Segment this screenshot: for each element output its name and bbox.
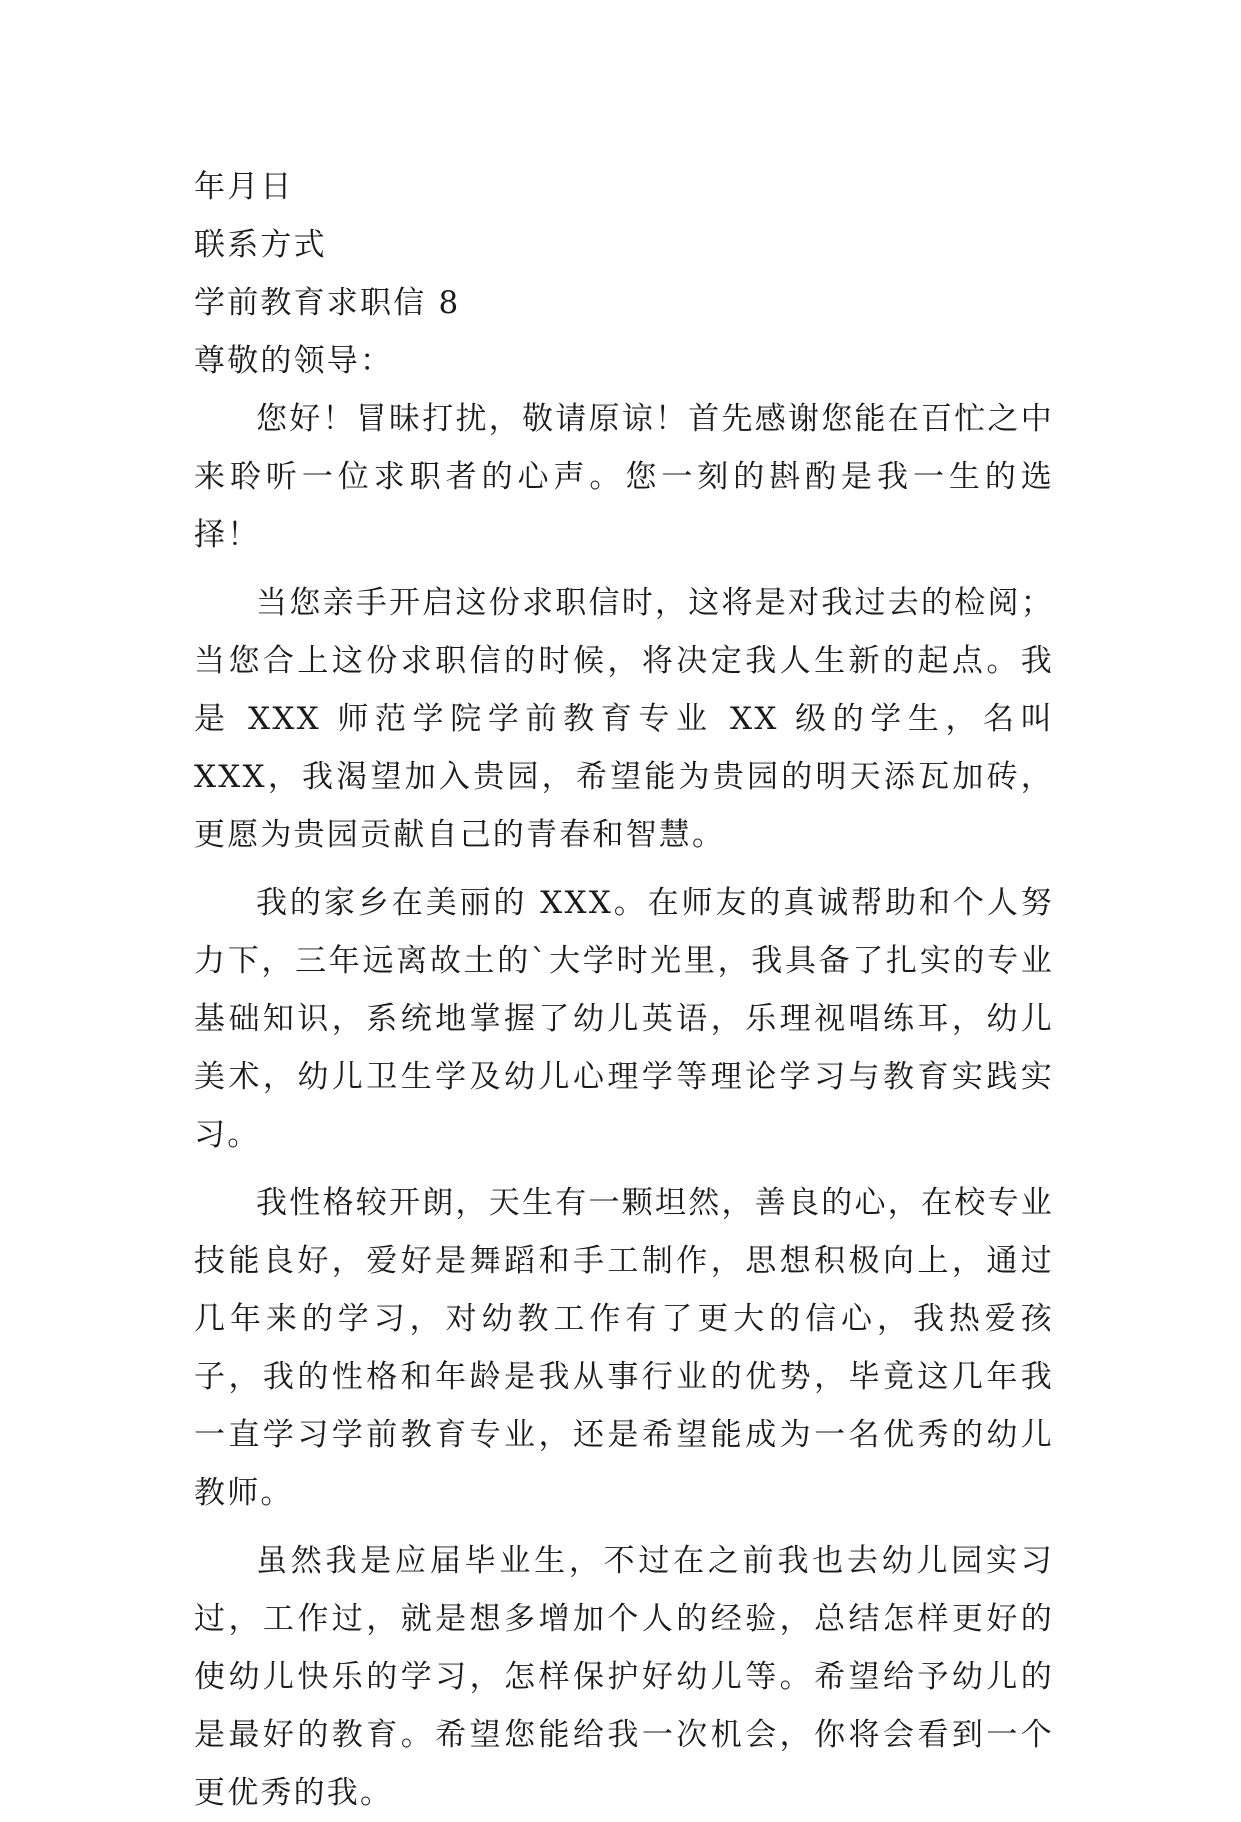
contact-line: 联系方式 xyxy=(194,227,327,263)
paragraph-greeting: 您好！冒昧打扰，敬请原谅！首先感谢您能在百忙之中来聆听一位求职者的心声。您一刻的斟酌是我一生的选择！ xyxy=(194,401,1054,553)
letter-body xyxy=(194,158,1054,1822)
paragraph-introduction: 当您亲手开启这份求职信时，这将是对我过去的检阅；当您合上这份求职信的时候，将决定我人生新的起点。我是 XXX 师范学院学前教育专业 XX 级的学生，名叫 XXX，我渴望加入贵园，希望能为贵园的明天添瓦加砖，更愿为贵园贡献自己的青春和智慧。 xyxy=(194,585,1054,853)
letter-title: 学前教育求职信 8 xyxy=(194,285,461,321)
paragraph-background: 我的家乡在美丽的 XXX。在师友的真诚帮助和个人努力下，三年远离故土的`大学时光里，我具备了扎实的专业基础知识，系统地掌握了幼儿英语，乐理视唱练耳，幼儿美术，幼儿卫生学及幼儿心理学等理论学习与教育实践实习。 xyxy=(194,885,1054,1153)
paragraph-experience: 虽然我是应届毕业生，不过在之前我也去幼儿园实习过，工作过，就是想多增加个人的经验，总结怎样更好的使幼儿快乐的学习，怎样保护好幼儿等。希望给予幼儿的是最好的教育。希望您能给我一次机会，你将会看到一个更优秀的我。 xyxy=(194,1543,1054,1811)
paragraph-personality: 我性格较开朗，天生有一颗坦然，善良的心，在校专业技能良好，爱好是舞蹈和手工制作，思想积极向上，通过几年来的学习，对幼教工作有了更大的信心，我热爱孩子，我的性格和年龄是我从事行业的优势，毕竟这几年我一直学习学前教育专业，还是希望能成为一名优秀的幼儿教师。 xyxy=(194,1185,1054,1511)
date-line: 年月日 xyxy=(194,169,294,205)
salutation: 尊敬的领导： xyxy=(194,343,394,379)
